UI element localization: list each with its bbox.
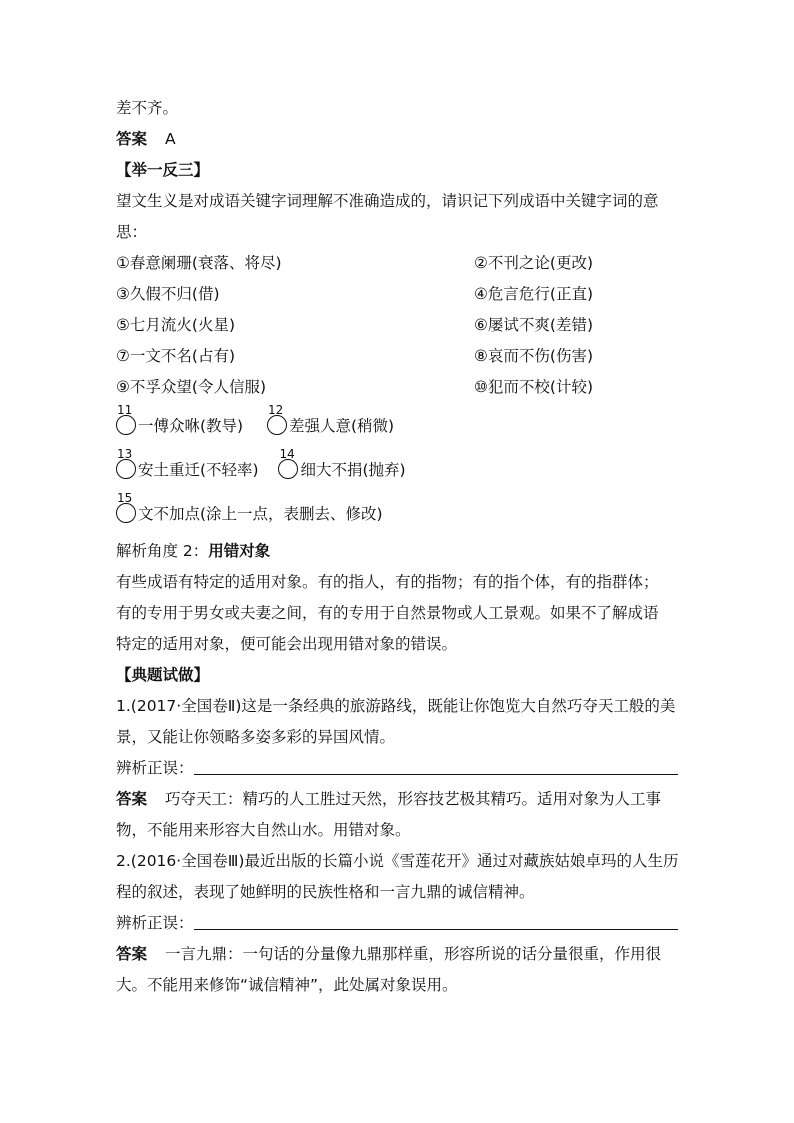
item-number: 12 — [267, 403, 284, 417]
paragraph-line: 望文生义是对成语关键字词理解不准确造成的，请识记下列成语中关键字词的意 — [116, 192, 659, 210]
idiom-item: ④危言危行(正直) — [474, 285, 593, 303]
paragraph-line: 思： — [116, 223, 148, 241]
item-number: 15 — [117, 491, 133, 505]
answer-text: 巧夺天工：精巧的人工胜过天然，形容技艺极其精巧。适用对象为人工事 — [165, 790, 662, 808]
question-line: 2.(2016·全国卷Ⅲ)最近出版的长篇小说《雪莲花开》通过对藏族姑娘卓玛的人生历 — [116, 852, 679, 870]
circled-number-icon — [267, 403, 287, 435]
paragraph-line: 有的专用于男女或夫妻之间，有的专用于自然景物或人工景观。如果不了解成语 — [116, 604, 659, 622]
answer-line: 物，不能用来形容大自然山水。用错对象。 — [116, 821, 411, 839]
circled-number-icon — [116, 403, 136, 435]
circled-number-icon — [278, 447, 298, 479]
question-line: 1.(2017·全国卷Ⅱ)这是一条经典的旅游路线，既能让你饱览大自然巧夺天工般的美 — [116, 697, 676, 715]
answer-line — [116, 944, 661, 964]
answer-line: 大。不能用来修饰“诚信精神”，此处属对象误用。 — [116, 976, 458, 994]
idiom-row — [116, 491, 383, 524]
answer-label: 答案 — [116, 790, 148, 808]
correction-label: 辨析正误： — [116, 759, 194, 777]
idiom-item: ⑩犯而不校(计较) — [474, 378, 593, 396]
idiom-row — [116, 346, 593, 366]
idiom-item: 安土重迁(不轻率) — [138, 461, 259, 479]
analysis-heading — [116, 541, 270, 561]
correction-label: 辨析正误： — [116, 914, 194, 932]
answer-line — [116, 789, 661, 809]
idiom-row — [116, 377, 593, 397]
idiom-item: ⑧哀而不伤(伤害) — [474, 347, 593, 365]
answer-label: 答案 — [116, 945, 148, 963]
item-number: 13 — [117, 447, 133, 461]
idiom-item: 细大不捐(抛弃) — [300, 461, 406, 479]
idiom-item: ⑤七月流火(火星) — [116, 316, 235, 334]
paragraph-line: 有些成语有特定的适用对象。有的指人，有的指物；有的指个体，有的指群体； — [116, 573, 659, 591]
question-line: 景，又能让你领略多姿多彩的异国风情。 — [116, 728, 396, 746]
idiom-item: ⑥屡试不爽(差错) — [474, 316, 593, 334]
idiom-item: ①春意阑珊(衰落、将尽) — [116, 254, 282, 272]
correction-line — [116, 758, 678, 778]
idiom-row — [116, 403, 395, 436]
correction-line — [116, 913, 678, 933]
answer-value: A — [165, 130, 176, 148]
text-line: 差不齐。 — [116, 99, 179, 117]
idiom-item: 一傅众咻(教导) — [138, 417, 244, 435]
idiom-item: 文不加点(涂上一点，表删去、修改) — [138, 505, 383, 523]
idiom-row — [116, 447, 406, 480]
idiom-row — [116, 284, 593, 304]
idiom-item: ⑨不孚众望(令人信服) — [116, 378, 266, 396]
answer-text: 一言九鼎：一句话的分量像九鼎那样重，形容所说的话分量很重，作用很 — [165, 945, 662, 963]
circled-number-icon — [116, 447, 136, 479]
answer-line — [116, 129, 176, 149]
answer-label: 答案 — [116, 130, 148, 148]
idiom-item: ③久假不归(借) — [116, 285, 220, 303]
section-heading: 【举一反三】 — [116, 161, 210, 179]
idiom-item: ⑦一文不名(占有) — [116, 347, 235, 365]
question-line: 程的叙述，表现了她鲜明的民族性格和一言九鼎的诚信精神。 — [116, 883, 535, 901]
answer-blank[interactable] — [194, 758, 678, 775]
section-heading: 【典题试做】 — [116, 666, 210, 684]
answer-blank[interactable] — [194, 913, 678, 930]
circled-number-icon — [116, 491, 136, 523]
idiom-row — [116, 253, 593, 273]
analysis-label: 解析角度 2： — [116, 542, 209, 560]
analysis-title: 用错对象 — [208, 542, 271, 560]
idiom-item: ②不刊之论(更改) — [474, 254, 593, 272]
paragraph-line: 特定的适用对象，便可能会出现用错对象的错误。 — [116, 635, 458, 653]
item-number: 14 — [279, 447, 295, 461]
item-number: 11 — [117, 403, 133, 417]
idiom-row — [116, 315, 593, 335]
idiom-item: 差强人意(稍微) — [288, 417, 395, 435]
